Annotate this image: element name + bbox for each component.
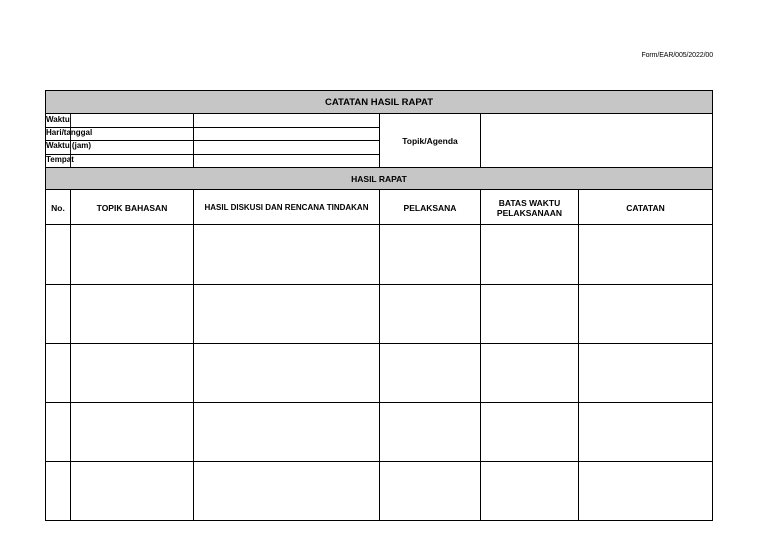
- table-row[interactable]: [46, 285, 712, 343]
- info-label-hari-tanggal: Hari/tanggal: [46, 128, 93, 137]
- col-header-pelaksana: PELAKSANA: [403, 202, 457, 213]
- col-header-hasil-diskusi: HASIL DISKUSI DAN RENCANA TINDAKAN: [204, 202, 369, 212]
- form-title: [45, 90, 713, 114]
- info-value-tempat[interactable]: [194, 155, 379, 167]
- table-row[interactable]: [46, 344, 712, 402]
- col-header-topik-bahasan: TOPIK BAHASAN: [96, 202, 168, 213]
- info-value-waktu[interactable]: [194, 114, 379, 127]
- info-value-hari-tanggal[interactable]: [194, 128, 379, 140]
- table-row[interactable]: [46, 462, 712, 520]
- table-row[interactable]: [46, 403, 712, 461]
- section-title-text: HASIL RAPAT: [351, 173, 407, 184]
- section-title: [45, 167, 713, 190]
- col-header-catatan: CATATAN: [626, 202, 665, 213]
- col-header-batas-waktu: BATAS WAKTU PELAKSANAAN: [496, 197, 563, 218]
- topik-agenda-value[interactable]: [481, 114, 712, 167]
- col-header-no: No.: [51, 202, 65, 213]
- info-value-waktu-jam[interactable]: [194, 141, 379, 154]
- table-row[interactable]: [46, 225, 712, 284]
- info-label-waktu: Waktu: [46, 115, 70, 124]
- form-code: Form/EAR/005/2022/00: [641, 52, 713, 59]
- form-title-text: CATATAN HASIL RAPAT: [324, 96, 433, 108]
- topik-agenda-label: Topik/Agenda: [402, 135, 458, 146]
- info-label-waktu-jam: Waktu (jam): [46, 141, 92, 150]
- info-label-tempat: Tempat: [46, 155, 74, 164]
